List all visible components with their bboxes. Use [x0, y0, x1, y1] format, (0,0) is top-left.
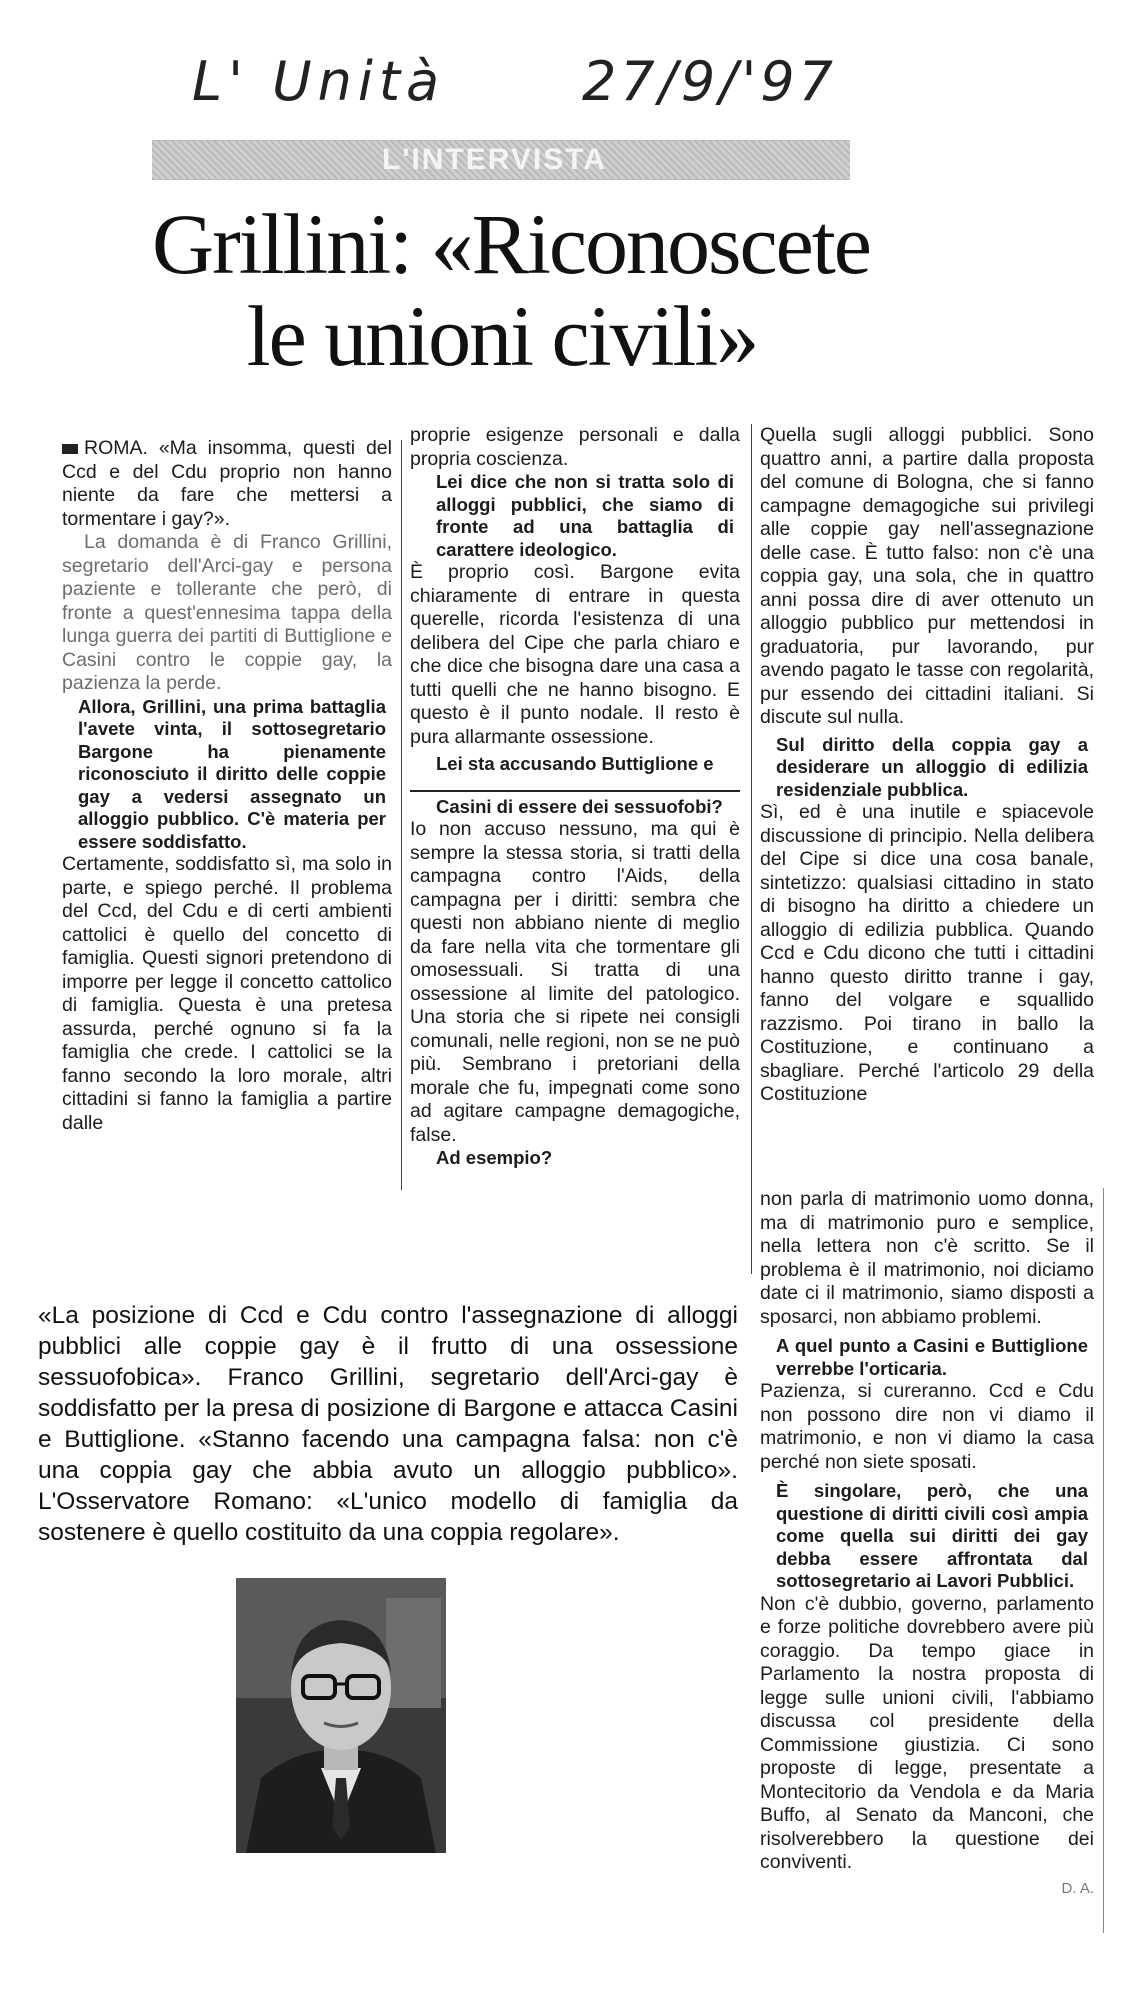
answer-4: Quella sugli alloggi pubblici. Sono quattro anni, a partire dalla proposta del comune di Bologna, che si fanno campagne demagogiche sui privilegi alle coppie gay nell'assegnazione delle case. È tutto falso: non c'è una coppia gay, una sola, che in quattro anni possa dire di aver ottenuto un alloggio pubblico pur mettendosi in graduatoria, pur lavorando, pur avendo pagato le tasse con regolarità, pur essendo dei cittadini italiani. Si discute sul nulla.	[760, 424, 1094, 728]
portrait-photo	[236, 1578, 446, 1853]
answer-5-continued: non parla di matrimonio uomo donna, ma di matrimonio puro e semplice, nella lettera non c'è scritto. Se il problema è il matrimonio, noi diciamo date ci il matrimonio, siamo disposti a sposarci, non abbiamo problemi.	[760, 1188, 1094, 1328]
section-marker-icon	[62, 444, 78, 454]
question-5: Sul diritto della coppia gay a desiderare un alloggio di edilizia residenziale pubblica.	[776, 733, 1088, 800]
handwritten-source: L' Unità	[192, 50, 446, 113]
headline	[152, 196, 870, 384]
answer-7: Non c'è dubbio, governo, parlamento e forze politiche dovrebbero avere più coraggio. Da tempo giace in Parlamento la nostra proposta di legge sulle unioni civili, l'abbiamo discussa col presidente della Commissione giustizia. Ci sono proposte di legge, presentate a Montecitorio da Vendola e da Maria Buffo, al Senato da Manconi, che risolverebbero la questione dei conviventi.	[760, 1592, 1094, 1873]
column-divider	[1103, 1188, 1104, 1933]
rubric-label: L'INTERVISTA	[382, 143, 608, 176]
dateline: ROMA.	[84, 437, 148, 459]
headline-line-1: Grillini: «Riconoscete	[152, 196, 870, 292]
question-2: Lei dice che non si tratta solo di alloggi pubblici, che siamo di fronte ad una battaglia di carattere ideologico.	[436, 471, 734, 560]
question-3-part-2: Casini di essere dei sessuofobi?	[410, 790, 740, 819]
intro-quote: «Ma insomma, questi del Ccd e del Cdu proprio non hanno niente da fare che mettersi a tormentare i gay?».	[62, 437, 392, 530]
question-4: Ad esempio?	[436, 1147, 553, 1168]
section-rubric	[152, 140, 850, 180]
answer-5: Sì, ed è una inutile e spiacevole discussione di principio. Nella delibera del Cipe si dice una cosa banale, sintetizzo: qualsiasi cittadino in stato di bisogno ha diritto a chiedere un alloggio di edilizia pubblica. Quando Ccd e Cdu dicono che tutti i cittadini hanno questo diritto tranne i gay, fanno del volgare e squallido razzismo. Poi tirano in ballo la Costituzione, e continuano a sbagliare. Perché l'articolo 29 della Costituzione	[760, 801, 1094, 1105]
question-1: Allora, Grillini, una prima battaglia l'avete vinta, il sottosegretario Bargone ha pienamente riconosciuto il diritto delle coppie gay a vedersi assegnato un alloggio pubblico. C'è materia per essere soddisfatto.	[78, 695, 386, 852]
answer-1-continued: proprie esigenze personali e dalla propria coscienza.	[410, 424, 740, 470]
column-divider	[401, 440, 402, 1190]
handwritten-date: 27/9/'97	[582, 50, 838, 113]
question-6: A quel punto a Casini e Buttiglione verrebbe l'orticaria.	[776, 1335, 1088, 1379]
article-column-2	[410, 424, 740, 1170]
question-7: È singolare, però, che una questione di diritti civili così ampia come quella sui diritti dei gay debba essere affrontata dal sottosegretario ai Lavori Pubblici.	[776, 1480, 1088, 1591]
column-divider	[751, 424, 752, 1274]
headline-line-2: le unioni civili»	[246, 288, 758, 384]
article-summary: «La posizione di Ccd e Cdu contro l'assegnazione di alloggi pubblici alle coppie gay è il frutto di una ossessione sessuofobica». Franco Grillini, segretario dell'Arci-gay è soddisfatto per la presa di posizione di Bargone e attacca Casini e Buttiglione. «Stanno facendo una campagna falsa: non c'è una coppia gay che abbia avuto un alloggio pubblico». L'Osservatore Romano: «L'unico modello di famiglia da sostenere è quello costituito da una coppia regolare».	[38, 1302, 738, 1546]
portrait-photo-icon	[236, 1578, 446, 1853]
intro-paragraph	[62, 437, 392, 531]
answer-3: Io non accuso nessuno, ma qui è sempre la stessa storia, si tratti della campagna contro l'Aids, della campagna per i diritti: sembra che questi non abbiano niente di meglio da fare nella vita che tormentare gli omosessuali. Si tratta di una ossessione al limite del patologico. Una storia che si ripete nei consigli comunali, nelle regioni, non se ne può più. Sembrano i pretoriani della morale che fu, impegnati come sono ad agitare campagne demagogiche, false.	[410, 818, 740, 1146]
answer-1: Certamente, soddisfatto sì, ma solo in parte, e spiego perché. Il problema del Ccd, del Cdu e di certi ambienti cattolici è quello del concetto di famiglia. Questi signori pretendono di imporre per legge il concetto cattolico di famiglia. Questa è una pretesa assurda, perché ognuno si fa la famiglia che crede. I cattolici se la fanno secondo la loro morale, altri cittadini si fanno la famiglia a partire dalle	[62, 853, 392, 1134]
answer-2: È proprio così. Bargone evita chiaramente di entrare in questa querelle, ricorda l'esistenza di una delibera del Cipe che parla chiaro e che dice che bisogna dare una casa a tutti quelli che ne hanno bisogno. E questo è il punto nodale. Il resto è pura allarmante ossessione.	[410, 561, 740, 748]
intro-paragraph-2: La domanda è di Franco Grillini, segretario dell'Arci-gay e persona paziente e tollerante che però, di fronte a quest'ennesima tappa della lunga guerra dei partiti di Buttiglione e Casini contro le coppie gay, la pazienza la perde.	[62, 531, 392, 694]
answer-6: Pazienza, si cureranno. Ccd e Cdu non possono dire non vi diamo il matrimonio, e non vi diamo la casa perché non siete sposati.	[760, 1380, 1094, 1473]
article-column-4	[760, 1188, 1094, 1900]
question-3-part-1: Lei sta accusando Buttiglione e	[436, 753, 714, 774]
article-column-1	[62, 437, 392, 1135]
article-column-3	[760, 424, 1094, 1107]
end-mark: D. A.	[1061, 1879, 1094, 1897]
